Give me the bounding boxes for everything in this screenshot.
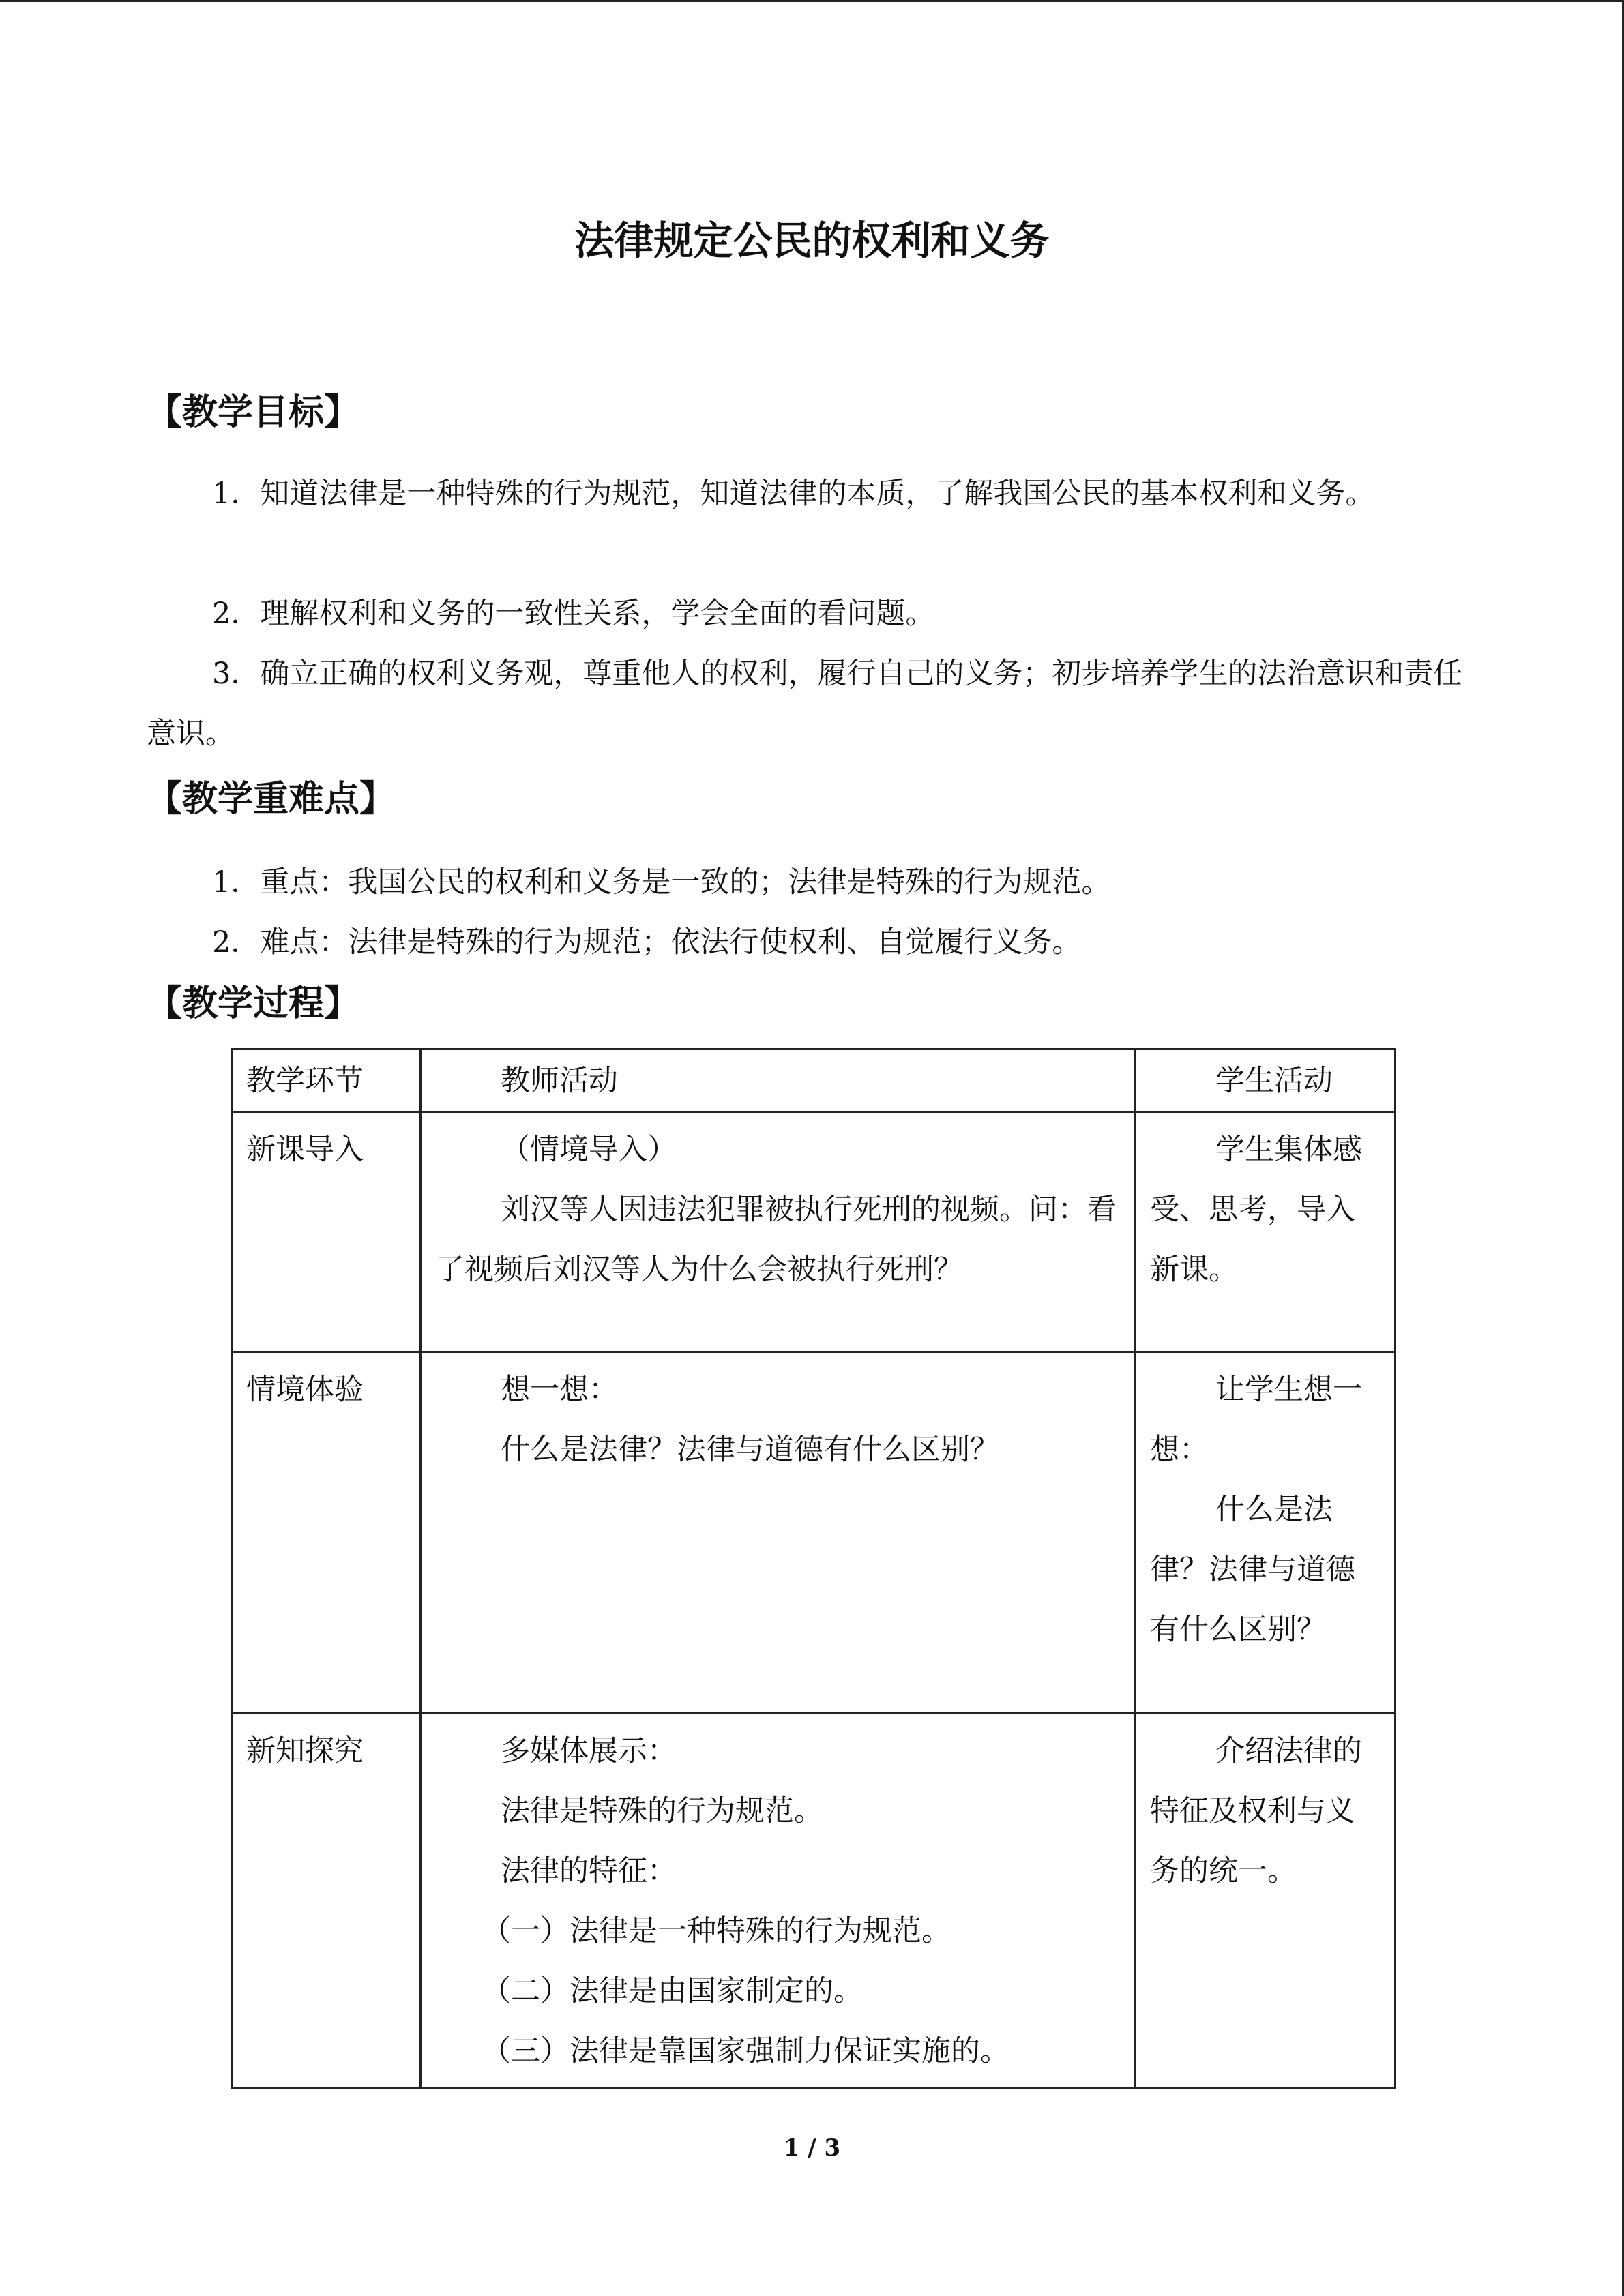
- row2-teacher: [421, 1352, 1136, 1714]
- row2-student: [1136, 1352, 1396, 1714]
- table-row: [232, 1714, 1396, 2088]
- row3-teacher-line-6: （三）法律是靠国家强制力保证实施的。: [482, 2034, 1009, 2068]
- table-row: [232, 1352, 1396, 1714]
- row1-stage: 新课导入: [232, 1112, 421, 1352]
- row1-teacher: [421, 1112, 1136, 1352]
- row1-teacher-line-1: （情境导入）: [501, 1133, 677, 1167]
- teaching-process-table: [231, 1048, 1396, 2089]
- row3-stage: 新知探究: [232, 1714, 421, 2088]
- row3-student-text: 介绍法律的特征及权利与义务的统一。: [1150, 1734, 1362, 1888]
- row3-teacher-line-2: 法律是特殊的行为规范。: [501, 1794, 823, 1828]
- row3-student: [1136, 1714, 1396, 2088]
- row3-teacher-line-1: 多媒体展示：: [501, 1734, 677, 1768]
- key-point-item-1: 1．重点：我国公民的权利和义务是一致的；法律是特殊的行为规范。: [212, 865, 1111, 899]
- goal-item-3: 3．确立正确的权利义务观，尊重他人的权利，履行自己的义务；初步培养学生的法治意识和责任意识。: [147, 657, 1463, 751]
- row3-teacher: [421, 1714, 1136, 2088]
- goal-item-2: 2．理解权利和义务的一致性关系，学会全面的看问题。: [212, 597, 935, 631]
- row2-teacher-line-1: 想一想：: [501, 1373, 618, 1407]
- row3-teacher-line-3: 法律的特征：: [501, 1854, 677, 1888]
- header-teacher: [421, 1049, 1136, 1112]
- table-header-row: [232, 1049, 1396, 1112]
- page-number: 1 / 3: [783, 2134, 841, 2162]
- header-student: [1136, 1049, 1396, 1112]
- header-stage: 教学环节: [232, 1049, 421, 1112]
- row1-student-text: 学生集体感受、思考，导入新课。: [1150, 1133, 1362, 1287]
- heading-key-points: 【教学重难点】: [147, 779, 396, 820]
- key-point-item-2: 2．难点：法律是特殊的行为规范；依法行使权利、自觉履行义务。: [212, 925, 1082, 959]
- document-title: 法律规定公民的权利和义务: [574, 218, 1050, 264]
- row2-student-line-2: 什么是法律？法律与道德有什么区别？: [1150, 1493, 1355, 1647]
- page-border-top: [0, 0, 1624, 2]
- row2-student-line-1: 让学生想一想：: [1150, 1373, 1362, 1467]
- header-student-label: 学生活动: [1215, 1064, 1333, 1098]
- heading-goals: 【教学目标】: [147, 392, 360, 433]
- header-teacher-label: 教师活动: [501, 1064, 618, 1098]
- row1-student: [1136, 1112, 1396, 1352]
- heading-process: 【教学过程】: [147, 983, 360, 1024]
- goal-item-1: 1．知道法律是一种特殊的行为规范，知道法律的本质，了解我国公民的基本权利和义务。: [212, 477, 1375, 511]
- row3-teacher-line-4: （一）法律是一种特殊的行为规范。: [482, 1914, 951, 1948]
- table-row: [232, 1112, 1396, 1352]
- row2-stage: 情境体验: [232, 1352, 421, 1714]
- row2-teacher-line-2: 什么是法律？法律与道德有什么区别？: [501, 1433, 999, 1467]
- row3-teacher-line-5: （二）法律是由国家制定的。: [482, 1974, 863, 2008]
- row1-teacher-line-2: 刘汉等人因违法犯罪被执行死刑的视频。问：看了视频后刘汉等人为什么会被执行死刑？: [435, 1193, 1117, 1287]
